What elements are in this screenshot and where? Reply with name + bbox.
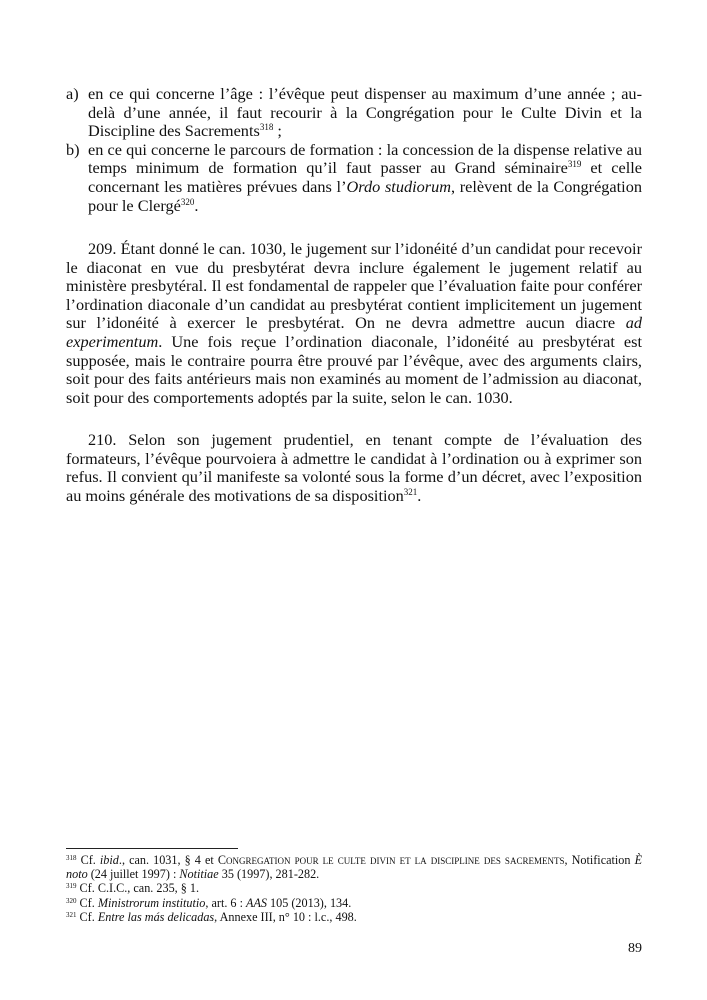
footnote-number: 318 <box>66 854 77 862</box>
footnote-number: 320 <box>66 896 77 905</box>
text-run: 209. Étant donné le can. 1030, le jugement sur l’idonéité d’un candidat pour recevoir le diaconat en vue du presbytérat devra inclure également le jugement relatif au ministère presbytéral. Il est fondamental de rappeler que l’évaluation faite pour conférer l’ordination diaconale d’un candidat au presbytérat contient implicitement un jugement sur l’idonéité à exercer le presbytérat. On ne devra admettre aucun diacre <box>66 239 642 333</box>
paragraph-210 <box>66 431 642 505</box>
footnote-ref: 320 <box>180 196 195 207</box>
list-marker: b) <box>66 139 80 159</box>
dispensation-list <box>66 85 642 215</box>
text-run: en ce qui concerne l’âge : l’évêque peut dispenser au maximum d’une année ; au-delà d’une année, il faut recourir à la Congrégation pour le Culte Divin et la Discipline des Sacrements <box>88 84 642 141</box>
italic-run: È noto <box>66 853 643 882</box>
text-run: . <box>194 195 199 215</box>
footnote-ref: 321 <box>403 486 418 497</box>
italic-run: Ministrorum institutio <box>97 895 206 910</box>
footnote-separator <box>66 848 238 849</box>
italic-title: Ordo studiorum <box>346 176 451 196</box>
footnote-318 <box>66 853 642 881</box>
footnote-number: 321 <box>66 910 77 919</box>
small-caps-run: Congregation pour le culte divin et la discipline des sacrements <box>217 853 565 867</box>
italic-phrase: ad experimentum <box>66 313 642 351</box>
text-run: 210. Selon son jugement prudentiel, en tenant compte de l’évaluation des formateurs, l’évêque pourvoiera à admettre le candidat à l’ordination ou à exprimer son refus. Il convient qu’il manifeste sa volonté sous la forme d’un décret, avec l’exposition au moins générale des motivations de sa disposition <box>66 430 642 505</box>
text-run: Cf. <box>76 895 98 910</box>
footnote-319 <box>66 881 642 895</box>
text-run: Cf. <box>76 909 98 924</box>
text-run: ., can. 1031, § 4 et <box>118 853 218 867</box>
text-run: en ce qui concerne le parcours de formation : la concession de la dispense relative au temps minimum de formation qu’il faut passer au Grand séminaire <box>88 139 642 178</box>
page-number: 89 <box>628 941 642 956</box>
footnote-ref: 318 <box>259 122 274 133</box>
list-item-text <box>88 85 642 141</box>
text-run: et celle concernant les matières prévues dans l’ <box>88 158 642 196</box>
text-run: Cf. C.I.C., can. 235, § 1. <box>76 881 200 896</box>
text-run: (24 juillet 1997) : <box>87 867 180 882</box>
italic-run: ibid <box>99 853 119 867</box>
list-item <box>66 85 642 141</box>
text-run: , relèvent de la Congrégation pour le Clergé <box>88 176 642 215</box>
footnote-320 <box>66 896 642 910</box>
text-run: , art. 6 : <box>205 895 247 910</box>
text-run: ; <box>273 121 282 141</box>
text-run: . <box>417 485 422 505</box>
footnotes <box>66 853 642 924</box>
text-run: , Notification <box>564 853 635 867</box>
text-run: 35 (1997), 281-282. <box>218 867 320 882</box>
italic-run: Notitiae <box>179 867 219 882</box>
footnote-ref: 319 <box>567 159 582 170</box>
text-run: , Annexe III, n° 10 : l.c., 498. <box>214 909 357 924</box>
footnote-321 <box>66 910 642 924</box>
text-run: 105 (2013), 134. <box>267 895 352 910</box>
paragraph-209 <box>66 240 642 407</box>
text-run: . Une fois reçue l’ordination diaconale, l’idonéité au presbytérat est supposée, mais le contraire pourra être prouvé par l’évêque, avec des arguments clairs, soit pour des faits antérieurs mais non examinés au moment de l’admission au diaconat, soit pour des comportements adoptés par la suite, selon le can. 1030. <box>66 331 642 407</box>
list-item <box>66 141 642 215</box>
list-item-text <box>88 141 642 215</box>
italic-run: Entre las más delicadas <box>97 909 215 924</box>
italic-run: AAS <box>246 895 267 910</box>
text-run: Cf. <box>76 853 100 867</box>
footnote-number: 319 <box>66 882 77 891</box>
list-marker: a) <box>66 84 79 103</box>
